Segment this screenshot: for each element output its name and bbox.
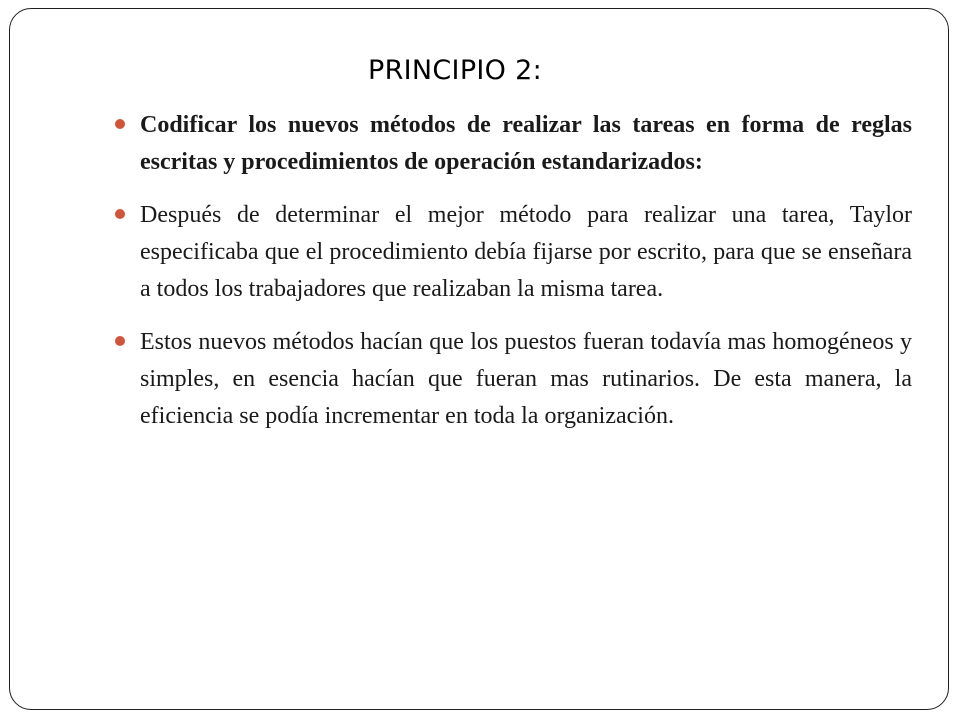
slide-title: PRINCIPIO 2: <box>368 55 542 86</box>
bullet-text: Codificar los nuevos métodos de realizar las tareas en forma de reglas escritas y procedimientos de operación estandarizados: <box>140 112 912 175</box>
bullet-text: Después de determinar el mejor método para realizar una tarea, Taylor especificaba que el procedimiento debía fijarse por escrito, para que se enseñara a todos los trabajadores que realizaban la misma tarea. <box>140 202 912 302</box>
bullet-icon <box>115 209 125 219</box>
bullet-item-1 <box>140 107 912 181</box>
bullet-item-3 <box>140 324 912 435</box>
bullet-icon <box>115 119 125 129</box>
bullet-icon <box>115 336 125 346</box>
bullet-list <box>140 107 912 451</box>
bullet-text: Estos nuevos métodos hacían que los puestos fueran todavía mas homogéneos y simples, en esencia hacían que fueran mas rutinarios. De esta manera, la eficiencia se podía incrementar en toda la organización. <box>140 329 912 429</box>
bullet-item-2 <box>140 197 912 308</box>
slide-frame <box>9 8 949 710</box>
